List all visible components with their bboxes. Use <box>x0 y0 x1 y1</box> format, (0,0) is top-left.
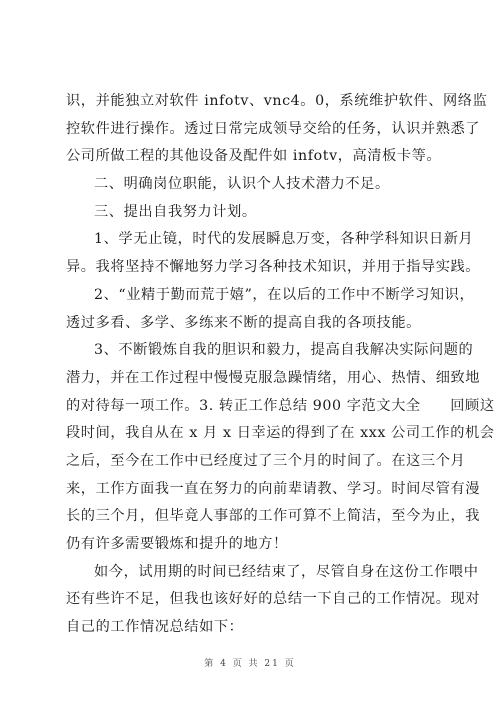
text-line: 公司所做工程的其他设备及配件如 infotv，高清板卡等。 <box>66 148 442 165</box>
document-body <box>66 88 495 642</box>
text-line: 长的三个月，但毕竟人事部的工作可算不上简洁，至今为止，我 <box>66 508 481 525</box>
text-line: 异。我将坚持不懈地努力学习各种技术知识，并用于指导实践。 <box>66 259 481 276</box>
text-line: 1、学无止镜，时代的发展瞬息万变，各种学科知识日新月 <box>94 231 474 248</box>
text-line: 之后，至今在工作中已经度过了三个月的时间了。在这三个月 <box>66 452 466 469</box>
text-line: 透过多看、多学、多练来不断的提高自我的各项技能。 <box>66 314 421 331</box>
text-line: 自己的工作情况总结如下： <box>66 619 244 636</box>
text-line: 仍有许多需要锻炼和提升的地方！ <box>66 536 288 552</box>
text-line: 二、明确岗位职能，认识个人技术潜力不足。 <box>94 176 390 193</box>
text-line: 潜力，并在工作过程中慢慢克服急躁情绪，用心、热情、细致地 <box>66 369 481 386</box>
text-line: 三、提出自我努力计划。 <box>94 203 257 220</box>
text-line: 段时间，我自从在 x 月 x 日幸运的得到了在 xxx 公司工作的机会 <box>66 425 495 442</box>
text-line: 2、“业精于勤而荒于嬉”，在以后的工作中不断学习知识， <box>94 286 475 303</box>
text-line: 3、不断锻炼自我的胆识和毅力，提高自我解决实际问题的 <box>94 342 474 359</box>
text-line: 还有些许不足，但我也该好好的总结一下自己的工作情况。现对 <box>66 591 481 608</box>
text-line: 如今，试用期的时间已经结束了，尽管自身在这份工作喂中 <box>94 563 479 580</box>
text-line: 识，并能独立对软件 infotv、vnc4。0，系统维护软件、网络监 <box>66 93 488 109</box>
text-line: 控软件进行操作。透过日常完成领导交给的任务，认识并熟悉了 <box>66 120 481 137</box>
text-line: 来，工作方面我一直在努力的向前辈请教、学习。时间尽管有漫 <box>66 480 481 497</box>
page-number-footer: 第 4 页 共 21 页 <box>204 659 296 669</box>
text-line: 的对待每一项工作。3. 转正工作总结 900 字范文大全 回顾这 <box>66 397 495 414</box>
